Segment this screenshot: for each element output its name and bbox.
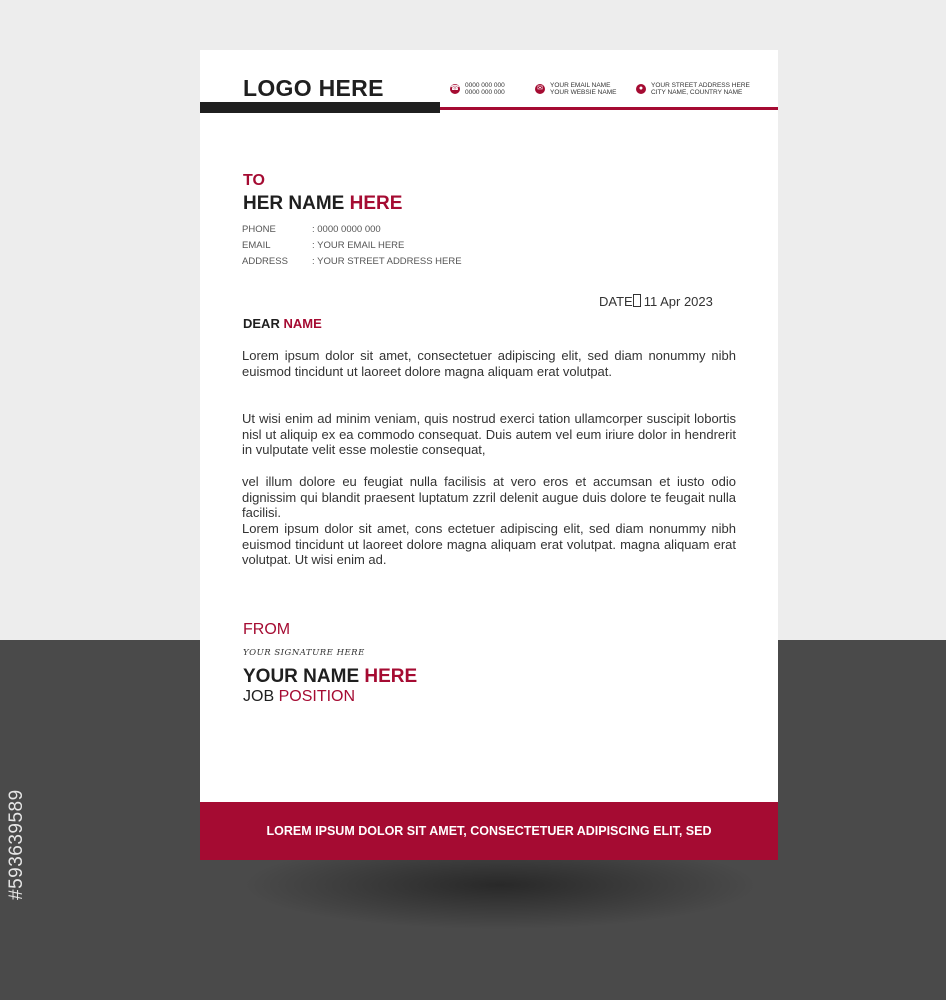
address-line-1: YOUR STREET ADDRESS HERE: [651, 82, 750, 89]
body-paragraph-4: Lorem ipsum dolor sit amet, cons ectetuer adipiscing elit, sed diam nonummy nibh euismod tincidunt ut laoreet dolore magna aliquam erat volutpat. magna aliquam erat volutpat. Ut wisi enim ad.: [242, 521, 736, 568]
phone-value: : 0000 0000 000: [312, 224, 381, 235]
website-line: YOUR WEBSIE NAME: [550, 89, 617, 96]
footer-band: [200, 802, 778, 860]
salutation-part2: NAME: [283, 316, 322, 331]
contact-address: [636, 82, 750, 96]
date-line: [599, 294, 713, 309]
date-separator-glyph: [633, 294, 641, 307]
header-red-line: [440, 107, 778, 110]
sender-name-part1: YOUR NAME: [243, 666, 360, 687]
salutation: [243, 316, 322, 331]
recipient-name: [243, 193, 402, 215]
from-label: FROM: [243, 621, 291, 638]
address-value: : YOUR STREET ADDRESS HERE: [312, 256, 462, 267]
body-paragraph-2: Ut wisi enim ad minim veniam, quis nostrud exerci tation ullamcorper suscipit lobortis nisl ut aliquip ex ea commodo consequat. Duis autem vel eum iriure dolor in hendrerit in vulputate velit esse molestie consequat,: [242, 411, 736, 458]
recipient-address-row: [242, 256, 462, 267]
address-line-2: CITY NAME, COUNTRY NAME: [651, 89, 743, 96]
recipient-name-part1: HER NAME: [243, 193, 345, 214]
stock-id-label: #593639589: [6, 789, 27, 900]
phone-line-1: 0000 000 000: [465, 82, 505, 89]
contact-email: [535, 82, 616, 96]
date-label: DATE: [599, 294, 633, 309]
email-icon: ✉: [535, 84, 545, 94]
email-value: : YOUR EMAIL HERE: [312, 240, 405, 251]
phone-label: PHONE: [242, 224, 276, 235]
job-part1: JOB: [243, 688, 275, 705]
date-value: 11 Apr 2023: [643, 294, 713, 309]
job-position: [243, 688, 355, 706]
signature: YOUR SIGNATURE HERE: [243, 648, 365, 658]
address-label: ADDRESS: [242, 256, 288, 267]
logo: LOGO HERE: [243, 75, 384, 101]
footer-text: LOREM IPSUM DOLOR SIT AMET, CONSECTETUER ADIPISCING ELIT, SED: [266, 824, 712, 838]
body-paragraph-1: Lorem ipsum dolor sit amet, consectetuer adipiscing elit, sed diam nonummy nibh euismod tincidunt ut laoreet dolore magna aliquam erat volutpat.: [242, 348, 736, 379]
email-label: EMAIL: [242, 240, 271, 251]
sender-name-part2: HERE: [364, 666, 418, 687]
email-line-1: YOUR EMAIL NAME: [550, 82, 611, 89]
contact-phone: [450, 82, 505, 96]
recipient-phone-row: [242, 224, 381, 235]
body-paragraph-3: vel illum dolore eu feugiat nulla facilisis at vero eros et accumsan et iusto odio dignissim qui blandit praesent luptatum zzril delenit augue duis dolore te feugait nulla facilisi.: [242, 474, 736, 521]
phone-line-2: 0000 000 000: [465, 89, 505, 96]
recipient-email-row: [242, 240, 404, 251]
recipient-name-part2: HERE: [349, 193, 403, 214]
to-label: TO: [243, 172, 265, 189]
salutation-part1: DEAR: [243, 316, 280, 331]
sender-name: [243, 666, 417, 688]
location-pin-icon: ●: [636, 84, 646, 94]
letterhead-page: [200, 50, 778, 860]
phone-icon: ☎: [450, 85, 460, 92]
header-dark-bar: [200, 102, 440, 113]
job-part2: POSITION: [278, 688, 356, 705]
